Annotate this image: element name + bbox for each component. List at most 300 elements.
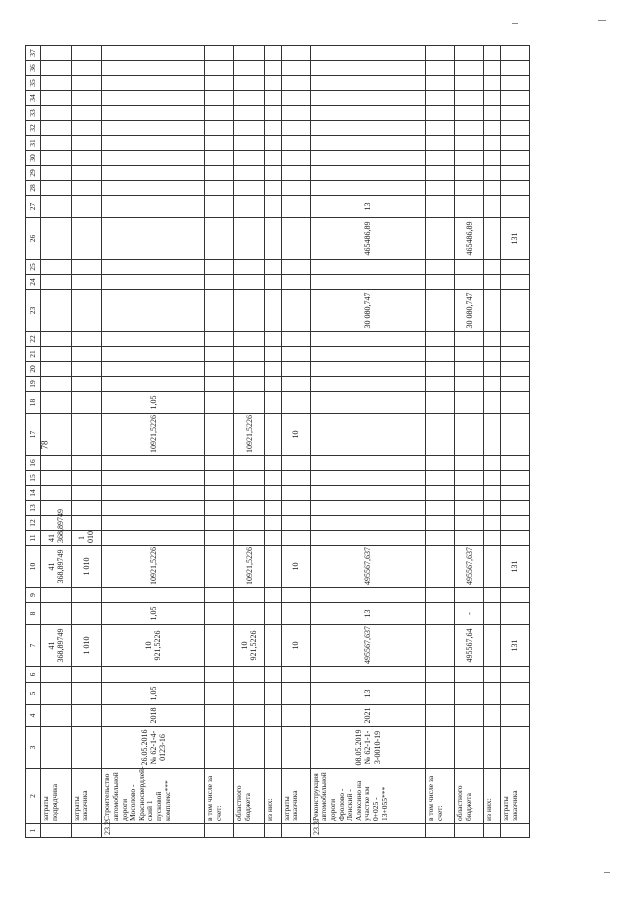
table-cell: [500, 290, 529, 332]
table-cell: [500, 377, 529, 392]
table-cell: [265, 260, 282, 275]
table-cell: [310, 471, 426, 486]
table-cell: [281, 824, 310, 838]
table-cell: [71, 471, 102, 486]
table-cell: [310, 667, 426, 683]
row-label: затраты заказчика: [281, 769, 310, 824]
table-cell: [102, 136, 205, 151]
row-label: областного бюджета: [234, 769, 265, 824]
table-cell: [426, 106, 455, 121]
table-cell: 1,05: [102, 603, 205, 625]
table-cell: 465486,89: [455, 218, 484, 260]
table-cell: [310, 486, 426, 501]
table-cell: [455, 76, 484, 91]
table-cell: [310, 392, 426, 414]
table-cell: [41, 260, 72, 275]
table-cell: [205, 181, 234, 196]
table-cell: 131: [500, 625, 529, 667]
table-cell: [455, 260, 484, 275]
table-cell: [71, 456, 102, 471]
table-cell: [426, 667, 455, 683]
table-cell: [71, 151, 102, 166]
table-cell: [281, 76, 310, 91]
table-cell: [426, 546, 455, 588]
table-cell: [234, 531, 265, 546]
rotated-table-sheet: [25, 47, 530, 838]
table-cell: [484, 727, 501, 769]
table-cell: [41, 362, 72, 377]
table-cell: [426, 603, 455, 625]
table-cell: [234, 91, 265, 106]
table-cell: [281, 392, 310, 414]
table-cell: [455, 46, 484, 61]
table-cell: [102, 516, 205, 531]
column-number: 14: [26, 486, 41, 501]
table-cell: [455, 414, 484, 456]
table-cell: [205, 588, 234, 603]
table-cell: [234, 683, 265, 705]
table-cell: 23.2.: [102, 824, 205, 838]
table-cell: [265, 166, 282, 181]
table-row: [41, 46, 72, 838]
column-number: 13: [26, 501, 41, 516]
table-cell: [205, 218, 234, 260]
table-cell: [265, 377, 282, 392]
table-cell: [455, 501, 484, 516]
column-number: 28: [26, 181, 41, 196]
table-cell: [484, 486, 501, 501]
table-row: [484, 46, 501, 838]
column-number: 34: [26, 91, 41, 106]
column-number: 2: [26, 769, 41, 824]
table-cell: [234, 332, 265, 347]
table-cell: [484, 531, 501, 546]
table-cell: [426, 625, 455, 667]
table-cell: [102, 290, 205, 332]
table-cell: [281, 91, 310, 106]
table-cell: [426, 136, 455, 151]
table-cell: 1,05: [102, 683, 205, 705]
table-cell: [102, 218, 205, 260]
table-cell: 41 368,89749: [41, 531, 72, 546]
table-cell: [71, 683, 102, 705]
table-row: [500, 46, 529, 838]
table-cell: [205, 683, 234, 705]
table-cell: [455, 588, 484, 603]
table-cell: [265, 501, 282, 516]
table-cell: [265, 824, 282, 838]
table-cell: [234, 667, 265, 683]
table-cell: [234, 46, 265, 61]
row-label: Реконструкция автомобильной дороги Фролово - Ленский - Алексино на участке км 0+025 - 13+055***: [310, 769, 426, 824]
scan-mark: [598, 20, 606, 21]
table-cell: [234, 166, 265, 181]
table-cell: [102, 275, 205, 290]
column-number: 35: [26, 76, 41, 91]
table-cell: [500, 486, 529, 501]
table-cell: [484, 91, 501, 106]
table-cell: [310, 456, 426, 471]
table-cell: [102, 667, 205, 683]
row-label: в том числе за счет:: [426, 769, 455, 824]
table-cell: [205, 106, 234, 121]
table-cell: [41, 588, 72, 603]
table-cell: [71, 121, 102, 136]
table-cell: [205, 46, 234, 61]
table-cell: [234, 486, 265, 501]
table-cell: 13: [310, 196, 426, 218]
row-label: из них:: [265, 769, 282, 824]
table-cell: [484, 456, 501, 471]
table-cell: [310, 181, 426, 196]
table-cell: [234, 727, 265, 769]
table-cell: [310, 377, 426, 392]
table-cell: 13: [310, 603, 426, 625]
table-cell: [102, 377, 205, 392]
table-cell: [484, 588, 501, 603]
table-cell: [71, 332, 102, 347]
table-cell: [426, 332, 455, 347]
table-cell: [234, 588, 265, 603]
table-cell: [205, 727, 234, 769]
table-cell: 10: [281, 414, 310, 456]
table-cell: 10: [281, 625, 310, 667]
table-cell: [265, 332, 282, 347]
table-cell: [426, 824, 455, 838]
column-number: 3: [26, 727, 41, 769]
table-cell: 495567,637: [310, 546, 426, 588]
scan-mark: [604, 872, 610, 873]
column-number: 9: [26, 588, 41, 603]
table-cell: [234, 121, 265, 136]
table-cell: [71, 347, 102, 362]
table-cell: [310, 151, 426, 166]
table-cell: [205, 136, 234, 151]
table-cell: [41, 91, 72, 106]
row-label: затраты подрядчика: [41, 769, 72, 824]
table-cell: [102, 181, 205, 196]
table-cell: [71, 486, 102, 501]
table-cell: [41, 824, 72, 838]
table-cell: [71, 727, 102, 769]
table-cell: 10921,5226: [102, 414, 205, 456]
table-cell: [455, 121, 484, 136]
table-cell: [455, 136, 484, 151]
table-cell: [102, 61, 205, 76]
table-cell: [205, 196, 234, 218]
table-cell: [426, 471, 455, 486]
table-cell: [41, 377, 72, 392]
table-cell: [205, 260, 234, 275]
table-cell: [71, 76, 102, 91]
table-cell: [281, 516, 310, 531]
table-cell: [205, 362, 234, 377]
table-cell: [71, 166, 102, 181]
table-cell: [281, 181, 310, 196]
table-cell: [281, 501, 310, 516]
table-cell: [500, 456, 529, 471]
table-cell: [500, 501, 529, 516]
table-cell: [500, 588, 529, 603]
table-cell: [426, 181, 455, 196]
table-cell: [484, 347, 501, 362]
table-cell: [484, 260, 501, 275]
table-cell: [484, 196, 501, 218]
table-cell: [71, 290, 102, 332]
table-cell: [455, 727, 484, 769]
table-cell: [234, 260, 265, 275]
table-cell: [102, 486, 205, 501]
table-cell: [234, 471, 265, 486]
table-cell: [426, 218, 455, 260]
table-cell: [234, 516, 265, 531]
table-cell: [484, 362, 501, 377]
table-cell: [205, 625, 234, 667]
data-table: [25, 45, 530, 838]
table-cell: [310, 46, 426, 61]
table-cell: [234, 377, 265, 392]
table-cell: [281, 456, 310, 471]
table-cell: [500, 824, 529, 838]
table-cell: [41, 414, 72, 456]
table-cell: -: [455, 603, 484, 625]
table-cell: [205, 546, 234, 588]
table-cell: [265, 456, 282, 471]
table-cell: [234, 290, 265, 332]
table-cell: [484, 166, 501, 181]
table-cell: [426, 705, 455, 727]
table-cell: [205, 121, 234, 136]
table-cell: [500, 181, 529, 196]
table-cell: [500, 76, 529, 91]
table-cell: [281, 531, 310, 546]
table-cell: [102, 151, 205, 166]
table-cell: [234, 603, 265, 625]
table-cell: [310, 76, 426, 91]
table-cell: [484, 546, 501, 588]
column-number: 1: [26, 824, 41, 838]
column-number: 24: [26, 275, 41, 290]
column-number: 7: [26, 625, 41, 667]
table-cell: [426, 501, 455, 516]
table-cell: [310, 362, 426, 377]
table-cell: [205, 392, 234, 414]
table-cell: [71, 705, 102, 727]
table-cell: [102, 471, 205, 486]
row-label: из них:: [484, 769, 501, 824]
table-cell: [265, 727, 282, 769]
table-cell: [41, 683, 72, 705]
table-cell: [205, 471, 234, 486]
table-cell: [205, 501, 234, 516]
table-cell: [500, 392, 529, 414]
table-cell: [281, 667, 310, 683]
table-cell: [234, 196, 265, 218]
table-cell: [41, 196, 72, 218]
table-cell: [265, 705, 282, 727]
table-cell: [205, 332, 234, 347]
table-cell: 495567,637: [455, 546, 484, 588]
table-cell: [205, 347, 234, 362]
table-cell: [205, 91, 234, 106]
table-cell: [102, 362, 205, 377]
column-number: 36: [26, 61, 41, 76]
table-cell: [265, 151, 282, 166]
table-cell: [500, 91, 529, 106]
column-number: 16: [26, 456, 41, 471]
table-cell: [234, 106, 265, 121]
table-cell: [265, 196, 282, 218]
table-cell: [71, 46, 102, 61]
table-cell: [41, 136, 72, 151]
table-cell: [41, 76, 72, 91]
table-cell: [310, 61, 426, 76]
table-cell: [234, 824, 265, 838]
table-cell: [500, 727, 529, 769]
table-cell: [41, 456, 72, 471]
table-cell: [500, 531, 529, 546]
table-cell: [71, 392, 102, 414]
table-cell: 26.05.2016 № 62-1-4-0123-16: [102, 727, 205, 769]
table-cell: [71, 588, 102, 603]
table-cell: [281, 377, 310, 392]
column-number: 37: [26, 46, 41, 61]
table-cell: [205, 603, 234, 625]
table-cell: [281, 486, 310, 501]
table-cell: [281, 332, 310, 347]
table-cell: [484, 181, 501, 196]
table-cell: [500, 196, 529, 218]
table-cell: [426, 392, 455, 414]
table-cell: [484, 290, 501, 332]
table-cell: [426, 76, 455, 91]
table-cell: [205, 824, 234, 838]
table-cell: [281, 471, 310, 486]
table-cell: [102, 456, 205, 471]
table-cell: [455, 516, 484, 531]
table-cell: [265, 46, 282, 61]
table-cell: 131: [500, 218, 529, 260]
table-cell: [265, 667, 282, 683]
row-label: затраты заказчика: [500, 769, 529, 824]
table-cell: 10 921,5226: [102, 625, 205, 667]
table-cell: 1 010: [71, 531, 102, 546]
table-row: [310, 46, 426, 838]
table-cell: [484, 61, 501, 76]
table-cell: [500, 136, 529, 151]
table-cell: [71, 136, 102, 151]
table-cell: [484, 46, 501, 61]
table-cell: [71, 377, 102, 392]
table-cell: [484, 121, 501, 136]
table-cell: [484, 377, 501, 392]
table-cell: [265, 181, 282, 196]
table-cell: [234, 136, 265, 151]
table-cell: [41, 121, 72, 136]
table-cell: [426, 260, 455, 275]
table-cell: [234, 151, 265, 166]
table-cell: [455, 106, 484, 121]
table-cell: [71, 414, 102, 456]
table-rotated-container: [25, 47, 530, 838]
table-cell: [205, 456, 234, 471]
table-row: [265, 46, 282, 838]
table-cell: [265, 91, 282, 106]
table-cell: 10921,5226: [234, 414, 265, 456]
table-cell: [500, 347, 529, 362]
table-cell: [426, 166, 455, 181]
table-cell: [500, 121, 529, 136]
table-cell: 30 080,747: [310, 290, 426, 332]
table-cell: [426, 362, 455, 377]
column-number: 6: [26, 667, 41, 683]
table-cell: 495567,637: [310, 625, 426, 667]
column-number-row: [26, 46, 41, 838]
table-cell: [455, 667, 484, 683]
column-number: 15: [26, 471, 41, 486]
table-row: [205, 46, 234, 838]
table-cell: [102, 347, 205, 362]
table-cell: [310, 106, 426, 121]
table-cell: [265, 275, 282, 290]
table-cell: [500, 46, 529, 61]
table-cell: [71, 362, 102, 377]
table-cell: [234, 347, 265, 362]
table-cell: [71, 91, 102, 106]
table-cell: [500, 166, 529, 181]
table-cell: [265, 625, 282, 667]
table-cell: [41, 275, 72, 290]
table-cell: [265, 486, 282, 501]
table-cell: [265, 546, 282, 588]
table-cell: [426, 516, 455, 531]
table-cell: [234, 61, 265, 76]
column-number: 4: [26, 705, 41, 727]
table-cell: [205, 76, 234, 91]
table-cell: [205, 705, 234, 727]
table-cell: [500, 332, 529, 347]
table-cell: [71, 603, 102, 625]
column-number: 8: [26, 603, 41, 625]
table-cell: [265, 516, 282, 531]
table-cell: [455, 181, 484, 196]
table-cell: [426, 683, 455, 705]
table-cell: [310, 414, 426, 456]
table-cell: [234, 218, 265, 260]
table-cell: [455, 471, 484, 486]
table-cell: [234, 501, 265, 516]
table-cell: [41, 347, 72, 362]
table-cell: [102, 260, 205, 275]
table-cell: [102, 332, 205, 347]
table-cell: [484, 332, 501, 347]
table-cell: 23.3.: [310, 824, 426, 838]
table-cell: [265, 218, 282, 260]
table-cell: [265, 61, 282, 76]
table-cell: [310, 136, 426, 151]
table-cell: [281, 196, 310, 218]
table-row: [234, 46, 265, 838]
table-cell: [41, 727, 72, 769]
table-cell: [102, 501, 205, 516]
table-cell: [455, 392, 484, 414]
table-cell: [500, 106, 529, 121]
table-cell: [102, 121, 205, 136]
table-cell: [310, 588, 426, 603]
table-cell: [426, 414, 455, 456]
table-cell: [310, 531, 426, 546]
table-cell: [426, 121, 455, 136]
